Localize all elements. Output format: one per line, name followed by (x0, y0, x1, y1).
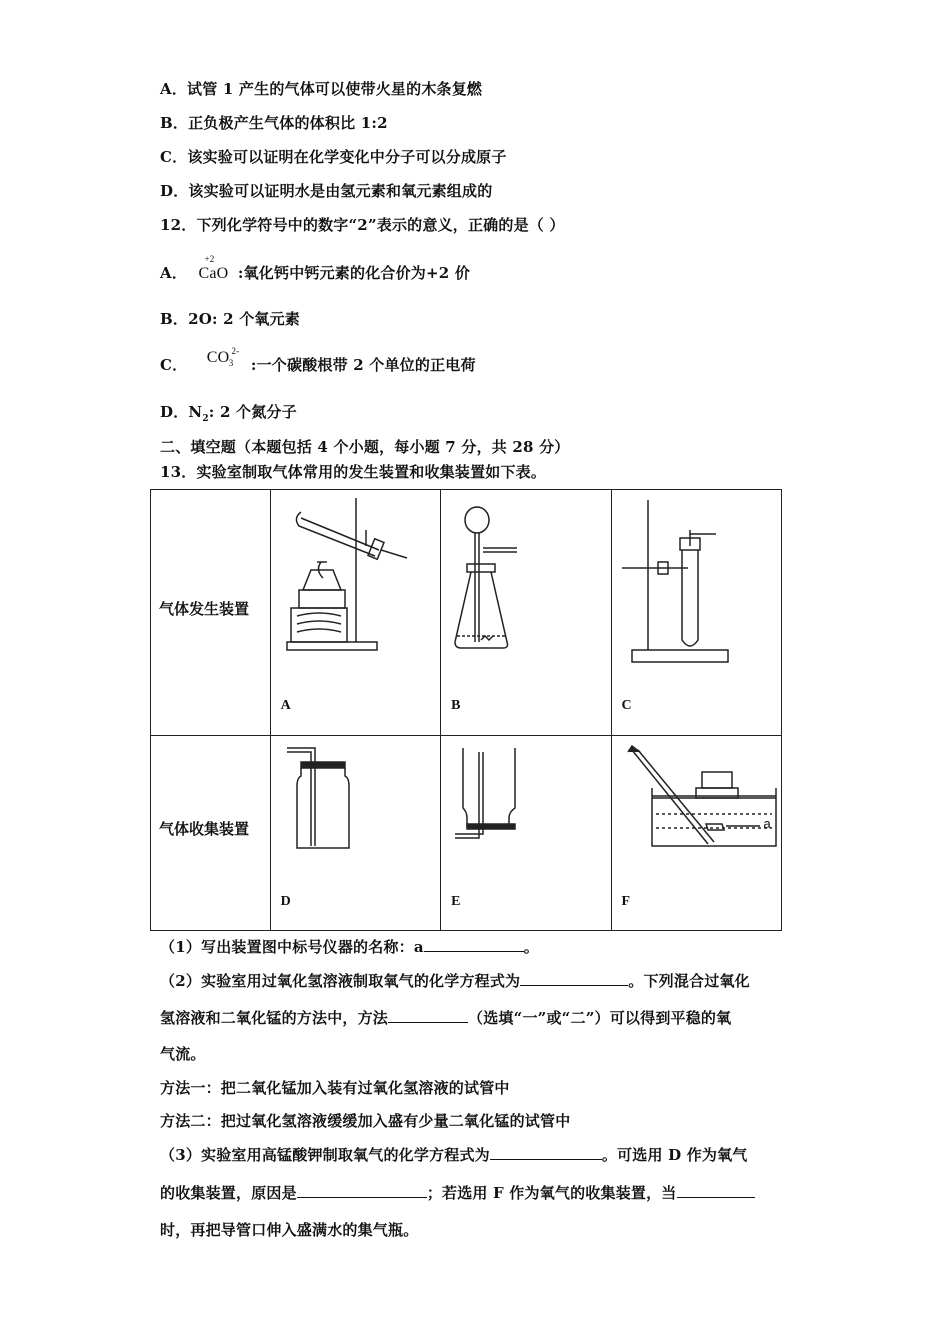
option-b: B．正负极产生气体的体积比 1:2 (160, 114, 388, 132)
cell-d (270, 736, 440, 931)
blank-reason[interactable] (297, 1196, 427, 1198)
blank-equation-kmno4[interactable] (490, 1158, 602, 1160)
q13-p1-end: 。 (523, 938, 539, 956)
row-generation-label: 气体发生装置 (159, 600, 250, 618)
apparatus-d-drawing (271, 736, 441, 931)
cao-formula (198, 254, 229, 283)
q12-stem: 12．下列化学符号中的数字“2”表示的意义，正确的是（ ） (160, 216, 565, 234)
blank-when[interactable] (677, 1196, 755, 1198)
letter-e: E (451, 894, 461, 909)
cell-c (611, 490, 781, 736)
option-d: D．该实验可以证明水是由氢元素和氧元素组成的 (160, 182, 493, 200)
cao-text: CaO (198, 265, 229, 282)
q13-p3-text-b: 。可选用 D 作为氧气 (601, 1146, 748, 1164)
apparatus-c-drawing (612, 490, 782, 736)
q12-c-text: :一个碳酸根带 2 个单位的正电荷 (250, 356, 476, 374)
method-one: 方法一：把二氧化锰加入装有过氧化氢溶液的试管中 (160, 1079, 510, 1097)
q13-part3-line2 (160, 1182, 755, 1203)
letter-d: D (280, 894, 291, 909)
q13-p3-text-c: 的收集装置，原因是 (160, 1184, 297, 1202)
letter-b: B (451, 698, 461, 713)
q13-p3-text-d: ；若选用 F 作为氧气的收集装置，当 (426, 1184, 677, 1202)
q13-part3-line3: 时，再把导管口伸入盛满水的集气瓶。 (160, 1221, 419, 1239)
apparatus-b-drawing (441, 490, 611, 736)
method-two: 方法二：把过氧化氢溶液缓缓加入盛有少量二氧化锰的试管中 (160, 1112, 571, 1130)
q13-part2-line1 (160, 970, 750, 991)
q12-option-b: B．2O: 2 个氧元素 (160, 310, 301, 328)
option-a: A．试管 1 产生的气体可以使带火星的木条复燃 (160, 80, 483, 98)
row-generation-label-cell (151, 490, 271, 736)
apparatus-a-drawing (271, 490, 441, 736)
q12-option-c (160, 346, 476, 375)
cao-valence: +2 (204, 254, 215, 264)
q12-c-prefix: C． (160, 356, 188, 374)
apparatus-f-drawing (612, 736, 782, 931)
blank-method[interactable] (388, 1021, 468, 1023)
row-collection-label-cell (151, 736, 271, 931)
q13-p1-text: （1）写出装置图中标号仪器的名称：a (160, 938, 424, 956)
letter-a: A (280, 698, 291, 713)
co3-charge: 2- (231, 346, 240, 356)
blank-a[interactable] (424, 950, 524, 952)
section-title: 二、填空题（本题包括 4 个小题，每小题 7 分，共 28 分） (160, 438, 570, 456)
q12-option-a (160, 254, 471, 283)
apparatus-table (150, 489, 782, 931)
q13-p2-text-a: （2）实验室用过氧化氢溶液制取氧气的化学方程式为 (160, 972, 521, 990)
q12-a-prefix: A． (160, 264, 188, 282)
cell-f (611, 736, 781, 931)
cell-b (441, 490, 611, 736)
co3-formula (206, 346, 240, 368)
q13-p2-text-c: 氢溶液和二氧化锰的方法中，方法 (160, 1009, 389, 1027)
q13-part1 (160, 936, 539, 957)
q13-part3-line1 (160, 1144, 748, 1165)
q12-option-d (160, 401, 297, 424)
label-a: a (763, 816, 771, 831)
option-c: C．该实验可以证明在化学变化中分子可以分成原子 (160, 148, 507, 166)
q13-part2-line3: 气流。 (160, 1045, 206, 1063)
q13-part2-line2 (160, 1007, 731, 1028)
q13-p2-text-b: 。下列混合过氧化 (628, 972, 750, 990)
q12-d-prefix: D．N (160, 403, 203, 421)
co3-subscript: 3 (228, 358, 234, 368)
row-collection-label: 气体收集装置 (159, 820, 250, 838)
cell-e (441, 736, 611, 931)
letter-c: C (621, 698, 632, 713)
apparatus-e-drawing (441, 736, 611, 931)
letter-f: F (621, 894, 631, 909)
cell-a (270, 490, 440, 736)
n2-subscript: 2 (202, 414, 209, 424)
q12-d-text: : 2 个氮分子 (208, 403, 297, 421)
blank-equation-h2o2[interactable] (520, 984, 628, 986)
q13-p2-text-d: （选填“一”或“二”）可以得到平稳的氧 (468, 1009, 732, 1027)
q13-stem: 13．实验室制取气体常用的发生装置和收集装置如下表。 (160, 463, 547, 481)
q12-a-text: :氧化钙中钙元素的化合价为+2 价 (237, 264, 471, 282)
co3-text: CO (206, 349, 230, 366)
q13-p3-text-a: （3）实验室用高锰酸钾制取氧气的化学方程式为 (160, 1146, 490, 1164)
